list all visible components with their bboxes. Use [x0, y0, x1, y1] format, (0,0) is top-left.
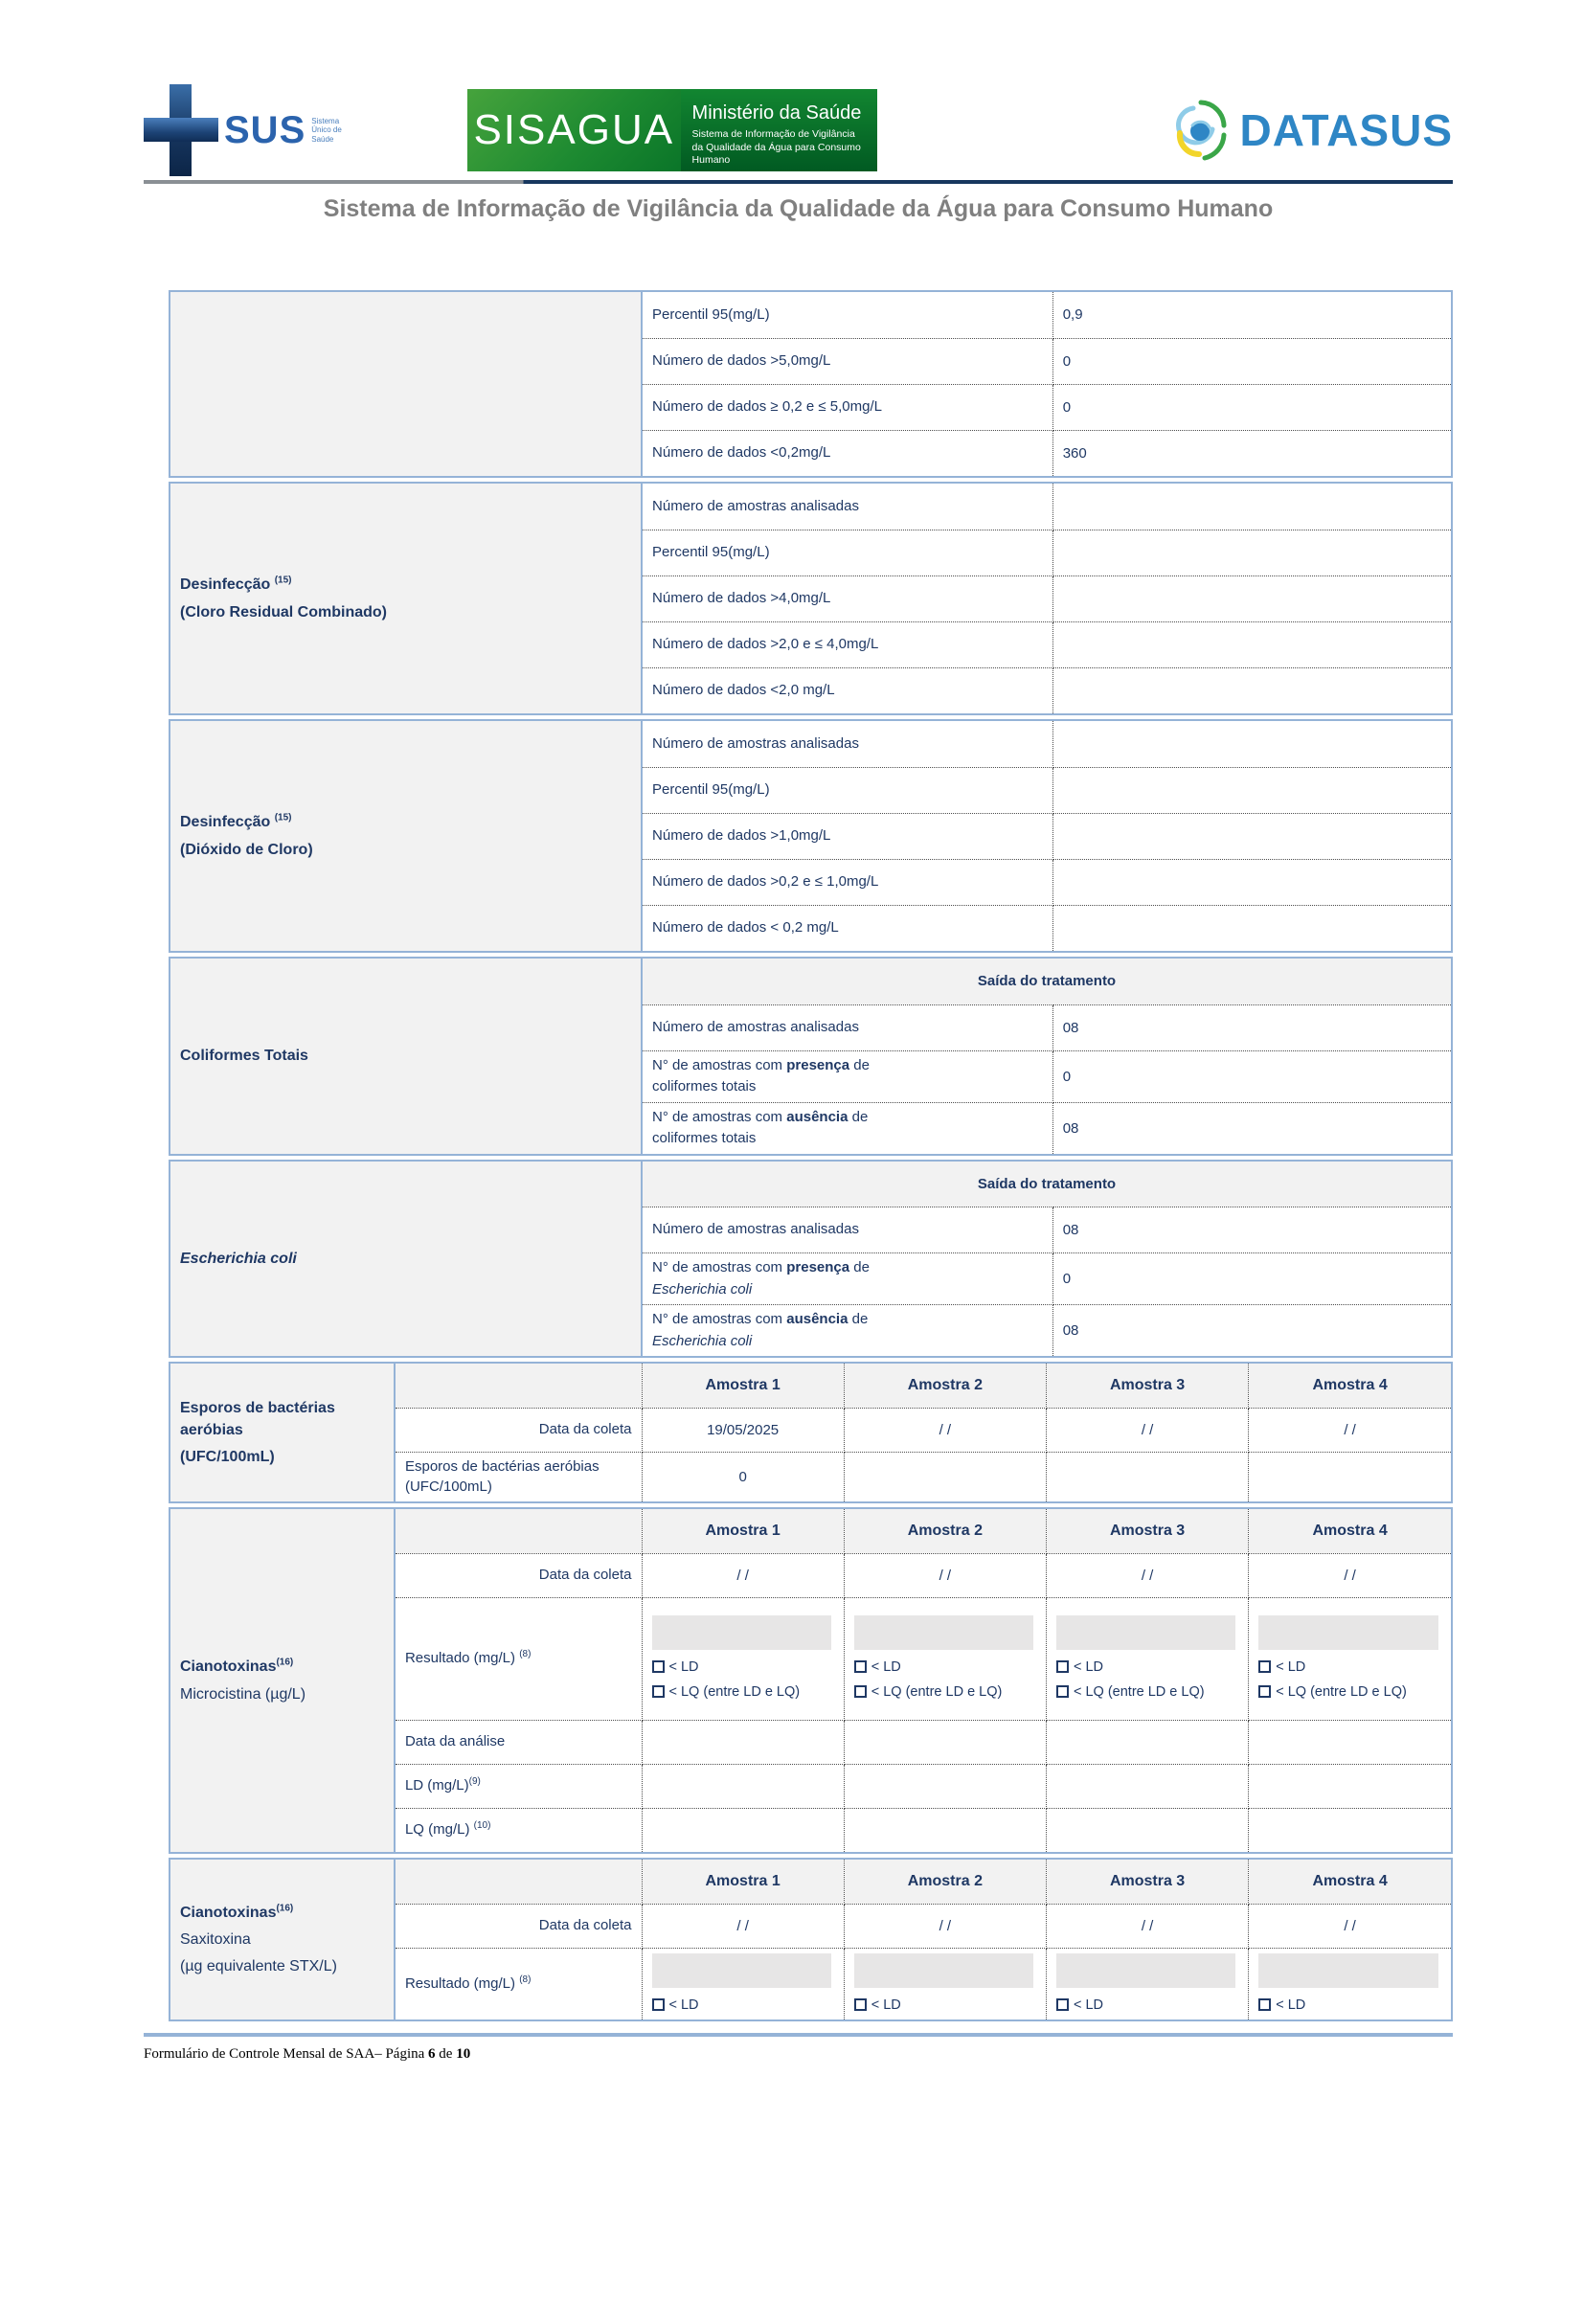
sample-value-field[interactable]: / /	[844, 1553, 1046, 1597]
param-label	[642, 1253, 1052, 1305]
param-label	[642, 1305, 1052, 1357]
sample-value-field[interactable]	[844, 1720, 1046, 1764]
result-option	[1056, 1658, 1238, 1679]
amostra-column-header: Amostra 3	[1046, 1364, 1248, 1408]
label-text: presença	[786, 1056, 850, 1073]
sample-value-field[interactable]: / /	[844, 1904, 1046, 1948]
footer-page-number: 6	[428, 2046, 436, 2063]
table-body	[170, 484, 1451, 713]
label-text: Cianotoxinas$^{(16)}$	[180, 1903, 294, 1921]
sample-value-field[interactable]	[1046, 1808, 1248, 1852]
result-cell	[642, 1597, 844, 1720]
label-text: ausência	[786, 1311, 849, 1327]
table-body	[170, 1364, 1451, 1501]
label-text: Microcistina (µg/L)	[180, 1685, 306, 1703]
section-table-coliformes-totais	[170, 959, 1451, 1154]
lt-ld-checkbox[interactable]	[1056, 1660, 1069, 1673]
label-text: coliformes totais	[652, 1078, 757, 1094]
section-esporos-bacterias-aerobias	[169, 1362, 1453, 1503]
section-cianotoxinas-microcistina	[169, 1507, 1453, 1854]
param-label: Número de amostras analisadas	[642, 721, 1052, 767]
param-label: Número de dados <2,0 mg/L	[642, 667, 1052, 713]
sample-value-field[interactable]	[1249, 1764, 1451, 1808]
table-row	[170, 721, 1451, 767]
checkbox-label: < LD	[1276, 1658, 1306, 1675]
table-row	[170, 484, 1451, 530]
table-row	[170, 1860, 1451, 1904]
table-row	[170, 292, 1451, 338]
section-label-line	[180, 1683, 384, 1705]
superscript: (8)	[519, 1974, 532, 1985]
lt-ld-checkbox[interactable]	[1056, 1998, 1069, 2011]
section-label	[170, 721, 642, 951]
table-row	[170, 959, 1451, 1004]
table-body	[170, 1509, 1451, 1852]
label-text: Escherichia coli	[180, 1250, 297, 1267]
section-table-parametro-continuacao	[170, 292, 1451, 476]
amostra-column-header: Amostra 2	[844, 1509, 1046, 1553]
table-body	[170, 292, 1451, 476]
label-text: Cianotoxinas$^{(16)}$	[180, 1657, 294, 1676]
sample-value-field[interactable]: / /	[642, 1553, 844, 1597]
sample-value-field[interactable]	[844, 1452, 1046, 1501]
param-value-field[interactable]: 08	[1052, 1207, 1451, 1253]
section-label	[170, 1364, 395, 1501]
treatment-output-header: Saída do tratamento	[642, 1162, 1451, 1207]
label-text: (Dióxido de Cloro)	[180, 841, 313, 858]
sample-value-field[interactable]	[642, 1720, 844, 1764]
sisagua-logo-right	[681, 89, 877, 171]
row-label-header-cell	[395, 1860, 642, 1904]
param-value-field[interactable]: 08	[1052, 1102, 1451, 1154]
label-text: Escherichia coli	[652, 1280, 753, 1297]
row-label: Resultado (mg/L) $^{(8)}$	[395, 1948, 642, 2019]
row-label-header-cell	[395, 1364, 642, 1408]
superscript: (16)	[276, 1657, 294, 1668]
lt-ld-checkbox[interactable]	[854, 1660, 867, 1673]
sample-value-field[interactable]: / /	[642, 1904, 844, 1948]
sus-cross-horizontal	[144, 118, 218, 142]
page-footer	[144, 2046, 1453, 2063]
row-label: LQ (mg/L) $^{(10)}$	[395, 1808, 642, 1852]
section-label-line	[180, 811, 631, 833]
param-value-field[interactable]: 08	[1052, 1305, 1451, 1357]
sample-value-field[interactable]: / /	[1249, 1904, 1451, 1948]
param-label: Percentil 95(mg/L)	[642, 767, 1052, 813]
param-label: Percentil 95(mg/L)	[642, 292, 1052, 338]
row-label: Resultado (mg/L) $^{(8)}$	[395, 1597, 642, 1720]
param-value-field[interactable]	[1052, 575, 1451, 621]
param-label: Número de dados < 0,2 mg/L	[642, 905, 1052, 951]
document-page	[0, 84, 1584, 2063]
amostra-column-header: Amostra 1	[642, 1509, 844, 1553]
sample-value-field[interactable]: 19/05/2025	[642, 1408, 844, 1452]
amostra-column-header: Amostra 1	[642, 1860, 844, 1904]
result-option	[1258, 1996, 1441, 2017]
label-text: Saxitoxina	[180, 1931, 251, 1949]
table-row	[170, 1364, 1451, 1408]
ministry-label: Ministério da Saúde	[691, 102, 862, 124]
param-label: Número de dados >1,0mg/L	[642, 813, 1052, 859]
section-label	[170, 1509, 395, 1852]
amostra-column-header: Amostra 2	[844, 1364, 1046, 1408]
row-label: Data da coleta	[395, 1904, 642, 1948]
checkbox-label: < LQ (entre LD e LQ)	[1073, 1683, 1205, 1700]
param-label: Número de dados ≥ 0,2 e ≤ 5,0mg/L	[642, 384, 1052, 430]
footer-total-pages: 10	[456, 2046, 471, 2063]
section-label-line	[180, 574, 631, 596]
superscript: (8)	[519, 1649, 532, 1660]
result-option	[652, 1658, 834, 1679]
checkbox-label: < LQ (entre LD e LQ)	[1276, 1683, 1407, 1700]
sample-value-field[interactable]	[1249, 1452, 1451, 1501]
table-body	[170, 1860, 1451, 2019]
page-title: Sistema de Informação de Vigilância da Qualidade da Água para Consumo Humano	[323, 195, 1274, 222]
checkbox-label: < LD	[668, 1997, 699, 2013]
checkbox-label: < LQ (entre LD e LQ)	[871, 1683, 1003, 1700]
label-text: Coliformes Totais	[180, 1048, 308, 1065]
section-desinfeccao-dioxido-de-cloro	[169, 719, 1453, 953]
sample-value-field[interactable]	[844, 1808, 1046, 1852]
label-text: de	[849, 1056, 870, 1073]
sample-value-field[interactable]	[1249, 1808, 1451, 1852]
label-text: de	[848, 1108, 869, 1125]
section-label-line	[180, 1045, 631, 1067]
table-body	[170, 1162, 1451, 1357]
param-label	[642, 1102, 1052, 1154]
treatment-output-header: Saída do tratamento	[642, 959, 1451, 1004]
section-label-line	[180, 1955, 384, 1977]
lt-lq-checkbox[interactable]	[1056, 1685, 1069, 1698]
datasus-logo	[1168, 95, 1453, 166]
sample-value-field[interactable]: / /	[1249, 1553, 1451, 1597]
row-label: Data da coleta	[395, 1553, 642, 1597]
footer-text-separator: de	[435, 2046, 457, 2063]
param-value-field[interactable]	[1052, 484, 1451, 530]
section-coliformes-totais	[169, 957, 1453, 1156]
lt-ld-checkbox[interactable]	[652, 1998, 665, 2011]
section-table-cianotoxinas-saxitoxina	[170, 1860, 1451, 2019]
result-cell	[642, 1948, 844, 2019]
sample-value-field[interactable]	[1046, 1764, 1248, 1808]
footer-divider	[144, 2033, 1453, 2037]
sample-value-field[interactable]	[642, 1764, 844, 1808]
row-label: Data da coleta	[395, 1408, 642, 1452]
label-text: de	[849, 1259, 870, 1275]
sisagua-logo	[467, 89, 877, 171]
section-label	[170, 1860, 395, 2019]
sample-value-field[interactable]: / /	[1046, 1408, 1248, 1452]
lt-ld-checkbox[interactable]	[652, 1660, 665, 1673]
table-row	[170, 1162, 1451, 1207]
result-cell	[1249, 1948, 1451, 2019]
param-label: Número de dados <0,2mg/L	[642, 430, 1052, 476]
table-body	[170, 721, 1451, 951]
table-body	[170, 959, 1451, 1154]
lt-lq-checkbox[interactable]	[652, 1685, 665, 1698]
lt-ld-checkbox[interactable]	[1258, 1660, 1271, 1673]
section-cianotoxinas-saxitoxina	[169, 1858, 1453, 2021]
label-text: N° de amostras com	[652, 1259, 787, 1275]
result-input-field[interactable]	[652, 1953, 831, 1988]
result-cell	[844, 1948, 1046, 2019]
lt-lq-checkbox[interactable]	[854, 1685, 867, 1698]
result-cell	[1249, 1597, 1451, 1720]
lt-ld-checkbox[interactable]	[1258, 1998, 1271, 2011]
param-label: Número de dados >2,0 e ≤ 4,0mg/L	[642, 621, 1052, 667]
param-value-field[interactable]: 0	[1052, 1253, 1451, 1305]
result-input-field[interactable]	[854, 1615, 1033, 1650]
datasus-logo-text: DATASUS	[1239, 105, 1453, 155]
result-option	[854, 1682, 1036, 1704]
row-label: Esporos de bactérias aeróbias (UFC/100mL)	[395, 1452, 642, 1501]
sus-logo-tagline: Sistema Único de Saúde	[311, 116, 342, 144]
superscript: (9)	[468, 1776, 481, 1788]
label-text: presença	[786, 1259, 850, 1275]
param-value-field[interactable]	[1052, 621, 1451, 667]
result-option	[854, 1996, 1036, 2017]
sample-value-field[interactable]: / /	[1046, 1553, 1248, 1597]
label-text: N° de amostras com	[652, 1311, 787, 1327]
amostra-column-header: Amostra 4	[1249, 1364, 1451, 1408]
param-label: Número de amostras analisadas	[642, 1207, 1052, 1253]
param-label: Percentil 95(mg/L)	[642, 530, 1052, 575]
param-value-field[interactable]: 0	[1052, 338, 1451, 384]
section-label-line	[180, 839, 631, 861]
label-text: coliformes totais	[652, 1130, 757, 1146]
param-label: Número de dados >5,0mg/L	[642, 338, 1052, 384]
result-option	[652, 1996, 834, 2017]
result-option	[1258, 1682, 1441, 1704]
section-table-esporos-bacterias-aerobias	[170, 1364, 1451, 1501]
lt-lq-checkbox[interactable]	[1258, 1685, 1271, 1698]
checkbox-label: < LD	[1073, 1658, 1104, 1675]
section-label	[170, 292, 642, 476]
sample-value-field[interactable]	[844, 1764, 1046, 1808]
param-value-field[interactable]	[1052, 721, 1451, 767]
result-input-field[interactable]	[1056, 1615, 1235, 1650]
section-label-line	[180, 1929, 384, 1951]
row-label: Data da análise	[395, 1720, 642, 1764]
section-table-desinfeccao-dioxido-de-cloro	[170, 721, 1451, 951]
header-logos	[144, 84, 1453, 176]
param-value-field[interactable]	[1052, 905, 1451, 951]
section-table-cianotoxinas-microcistina	[170, 1509, 1451, 1852]
sample-value-field[interactable]: / /	[1046, 1904, 1248, 1948]
param-value-field[interactable]: 0,9	[1052, 292, 1451, 338]
label-text: (Cloro Residual Combinado)	[180, 603, 387, 620]
amostra-column-header: Amostra 3	[1046, 1860, 1248, 1904]
param-value-field[interactable]: 360	[1052, 430, 1451, 476]
result-input-field[interactable]	[652, 1615, 831, 1650]
sample-value-field[interactable]	[1046, 1452, 1248, 1501]
lt-ld-checkbox[interactable]	[854, 1998, 867, 2011]
row-label: LD $(mg/L)^{(9)}$	[395, 1764, 642, 1808]
sample-value-field[interactable]: / /	[1249, 1408, 1451, 1452]
amostra-column-header: Amostra 1	[642, 1364, 844, 1408]
superscript: (15)	[274, 575, 292, 586]
result-option	[652, 1682, 834, 1704]
sisagua-subtitle: Sistema de Informação de Vigilância da Qualidade da Água para Consumo Humano	[691, 128, 861, 167]
result-input-field[interactable]	[1056, 1953, 1235, 1988]
result-cell	[1046, 1948, 1248, 2019]
label-text: (UFC/100mL)	[180, 1449, 275, 1466]
checkbox-label: < LD	[871, 1658, 901, 1675]
sus-logo-text: SUS	[224, 108, 306, 151]
section-label-line	[180, 601, 631, 623]
param-value-field[interactable]: 08	[1052, 1004, 1451, 1050]
section-label-line	[180, 1397, 384, 1441]
result-input-field[interactable]	[854, 1953, 1033, 1988]
label-text: Desinfecção $^{(15)}$	[180, 575, 292, 594]
param-label: Número de dados >4,0mg/L	[642, 575, 1052, 621]
sample-value-field[interactable]	[1046, 1720, 1248, 1764]
param-label: Número de amostras analisadas	[642, 484, 1052, 530]
amostra-column-header: Amostra 3	[1046, 1509, 1248, 1553]
param-value-field[interactable]: 0	[1052, 384, 1451, 430]
param-value-field[interactable]	[1052, 767, 1451, 813]
datasus-swirl-icon	[1168, 95, 1232, 166]
row-label-header-cell	[395, 1509, 642, 1553]
sisagua-logo-title: SISAGUA	[473, 106, 675, 153]
section-escherichia-coli	[169, 1160, 1453, 1359]
superscript: (15)	[274, 812, 292, 824]
section-label	[170, 959, 642, 1154]
amostra-column-header: Amostra 4	[1249, 1860, 1451, 1904]
section-label	[170, 1162, 642, 1357]
param-label	[642, 1050, 1052, 1102]
checkbox-label: < LQ (entre LD e LQ)	[668, 1683, 801, 1700]
section-label-line	[180, 1656, 384, 1678]
section-label-line	[180, 1902, 384, 1924]
label-text: de	[848, 1311, 869, 1327]
param-value-field[interactable]	[1052, 859, 1451, 905]
param-value-field[interactable]: 0	[1052, 1050, 1451, 1102]
checkbox-label: < LD	[871, 1997, 901, 2013]
result-option	[1056, 1996, 1238, 2017]
section-desinfeccao-cloro-residual-combinado	[169, 482, 1453, 715]
param-label: Número de amostras analisadas	[642, 1004, 1052, 1050]
footer-text: Formulário de Controle Mensal de SAA– Página	[144, 2046, 429, 2063]
result-option	[1056, 1682, 1238, 1704]
param-value-field[interactable]	[1052, 667, 1451, 713]
sus-logo	[144, 84, 441, 176]
label-text: ausência	[786, 1108, 849, 1125]
superscript: (16)	[276, 1903, 294, 1914]
superscript: (10)	[473, 1820, 491, 1832]
section-parametro-continuacao	[169, 290, 1453, 478]
section-label-line	[180, 1248, 631, 1270]
amostra-column-header: Amostra 2	[844, 1860, 1046, 1904]
sample-value-field[interactable]: 0	[642, 1452, 844, 1501]
table-row	[170, 1509, 1451, 1553]
label-text: Desinfecção $^{(15)}$	[180, 812, 292, 831]
param-label: Número de dados >0,2 e ≤ 1,0mg/L	[642, 859, 1052, 905]
result-input-field[interactable]	[1258, 1615, 1438, 1650]
sample-value-field[interactable]: / /	[844, 1408, 1046, 1452]
param-value-field[interactable]	[1052, 813, 1451, 859]
form-tables	[169, 290, 1453, 2021]
section-table-desinfeccao-cloro-residual-combinado	[170, 484, 1451, 713]
label-text: N° de amostras com	[652, 1108, 787, 1125]
label-text: Esporos de bactérias aeróbias	[180, 1399, 335, 1438]
sample-value-field[interactable]	[642, 1808, 844, 1852]
sus-cross-icon	[144, 84, 218, 176]
label-text: Escherichia coli	[652, 1332, 753, 1349]
section-label-line	[180, 1446, 384, 1468]
result-option	[1258, 1658, 1441, 1679]
section-table-escherichia-coli	[170, 1162, 1451, 1357]
checkbox-label: < LD	[668, 1658, 699, 1675]
checkbox-label: < LD	[1276, 1997, 1306, 2013]
param-value-field[interactable]	[1052, 530, 1451, 575]
checkbox-label: < LD	[1073, 1997, 1104, 2013]
result-cell	[1046, 1597, 1248, 1720]
header-divider	[144, 180, 1453, 184]
label-text: N° de amostras com	[652, 1056, 787, 1073]
result-cell	[844, 1597, 1046, 1720]
result-option	[854, 1658, 1036, 1679]
label-text: (µg equivalente STX/L)	[180, 1958, 337, 1975]
section-label	[170, 484, 642, 713]
amostra-column-header: Amostra 4	[1249, 1509, 1451, 1553]
result-input-field[interactable]	[1258, 1953, 1438, 1988]
sample-value-field[interactable]	[1249, 1720, 1451, 1764]
